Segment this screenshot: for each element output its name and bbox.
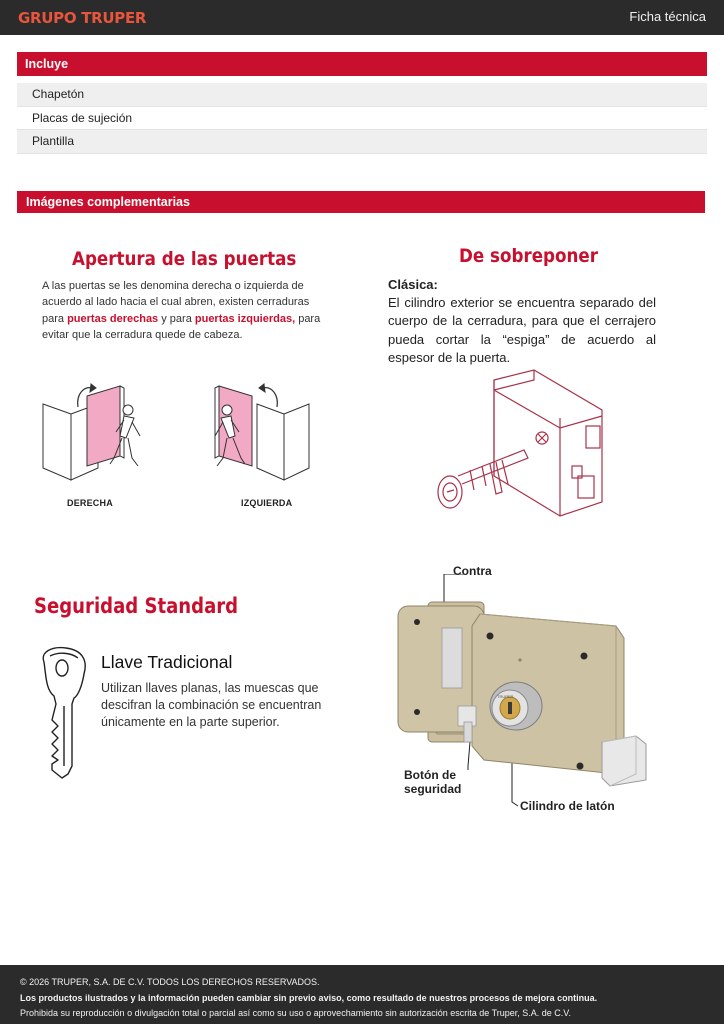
top-bar xyxy=(0,0,724,35)
brand-logo: GRUPO TRUPER xyxy=(18,9,147,27)
highlight-left: puertas izquierdas, xyxy=(194,312,296,325)
list-item: Chapetón xyxy=(17,83,707,107)
cylinder-brand-text: TRUPER xyxy=(497,694,514,699)
apertura-title: Apertura de las puertas xyxy=(72,248,297,270)
highlight-right: puertas derechas xyxy=(67,312,159,325)
footer-notice: Los productos ilustrados y la información pueden cambiar sin previo aviso, como resultado de nuestros procesos de mejora continua. xyxy=(20,992,598,1003)
footer xyxy=(0,965,724,1024)
key-text: Utilizan llaves planas, las muescas que descifran la combinación se encuentran únicamente en la parte superior. xyxy=(101,681,322,730)
includes-list xyxy=(17,83,707,154)
footer-copyright: © 2026 TRUPER, S.A. DE C.V. TODOS LOS DERECHOS RESERVADOS. xyxy=(20,977,320,987)
label-izquierda: IZQUIERDA xyxy=(241,498,293,508)
door-left-icon xyxy=(205,382,315,492)
sobreponer-title: De sobreponer xyxy=(459,245,598,267)
label-derecha: DERECHA xyxy=(67,498,113,508)
list-item: Plantilla xyxy=(17,130,707,154)
clasica-subtitle: Clásica: xyxy=(388,277,438,292)
key-title: Llave Tradicional xyxy=(101,652,233,672)
callout-contra: Contra xyxy=(453,564,492,578)
door-right-icon xyxy=(40,382,150,492)
footer-legal: Prohibida su reproducción o divulgación total o parcial así como su uso o aprovechamiento sin autorización escrita de Truper, S.A. de C.V. xyxy=(20,1008,571,1018)
lock-diagram-icon xyxy=(430,366,610,526)
callout-cilindro: Cilindro de latón xyxy=(520,799,615,813)
list-item: Placas de sujeción xyxy=(17,107,707,131)
includes-header: Incluye xyxy=(17,52,707,76)
sobreponer-text: El cilindro exterior se encuentra separado del cuerpo de la cerradura, para que el cerrajero pueda cortar la “espiga” de acuerdo al espesor de la puerta. xyxy=(388,295,656,365)
images-header: Imágenes complementarias xyxy=(17,191,705,213)
key-icon xyxy=(38,646,90,780)
callout-boton: Botón de seguridad xyxy=(404,768,462,796)
page-title: Ficha técnica xyxy=(629,9,706,24)
seguridad-title: Seguridad Standard xyxy=(34,594,239,618)
apertura-text: A las puertas se les denomina derecha o izquierda de acuerdo al lado hacia el cual abren, existen cerraduras para puertas derechas y para puertas izquierdas, para evitar que la cerradura quede de cabeza. xyxy=(42,280,321,342)
